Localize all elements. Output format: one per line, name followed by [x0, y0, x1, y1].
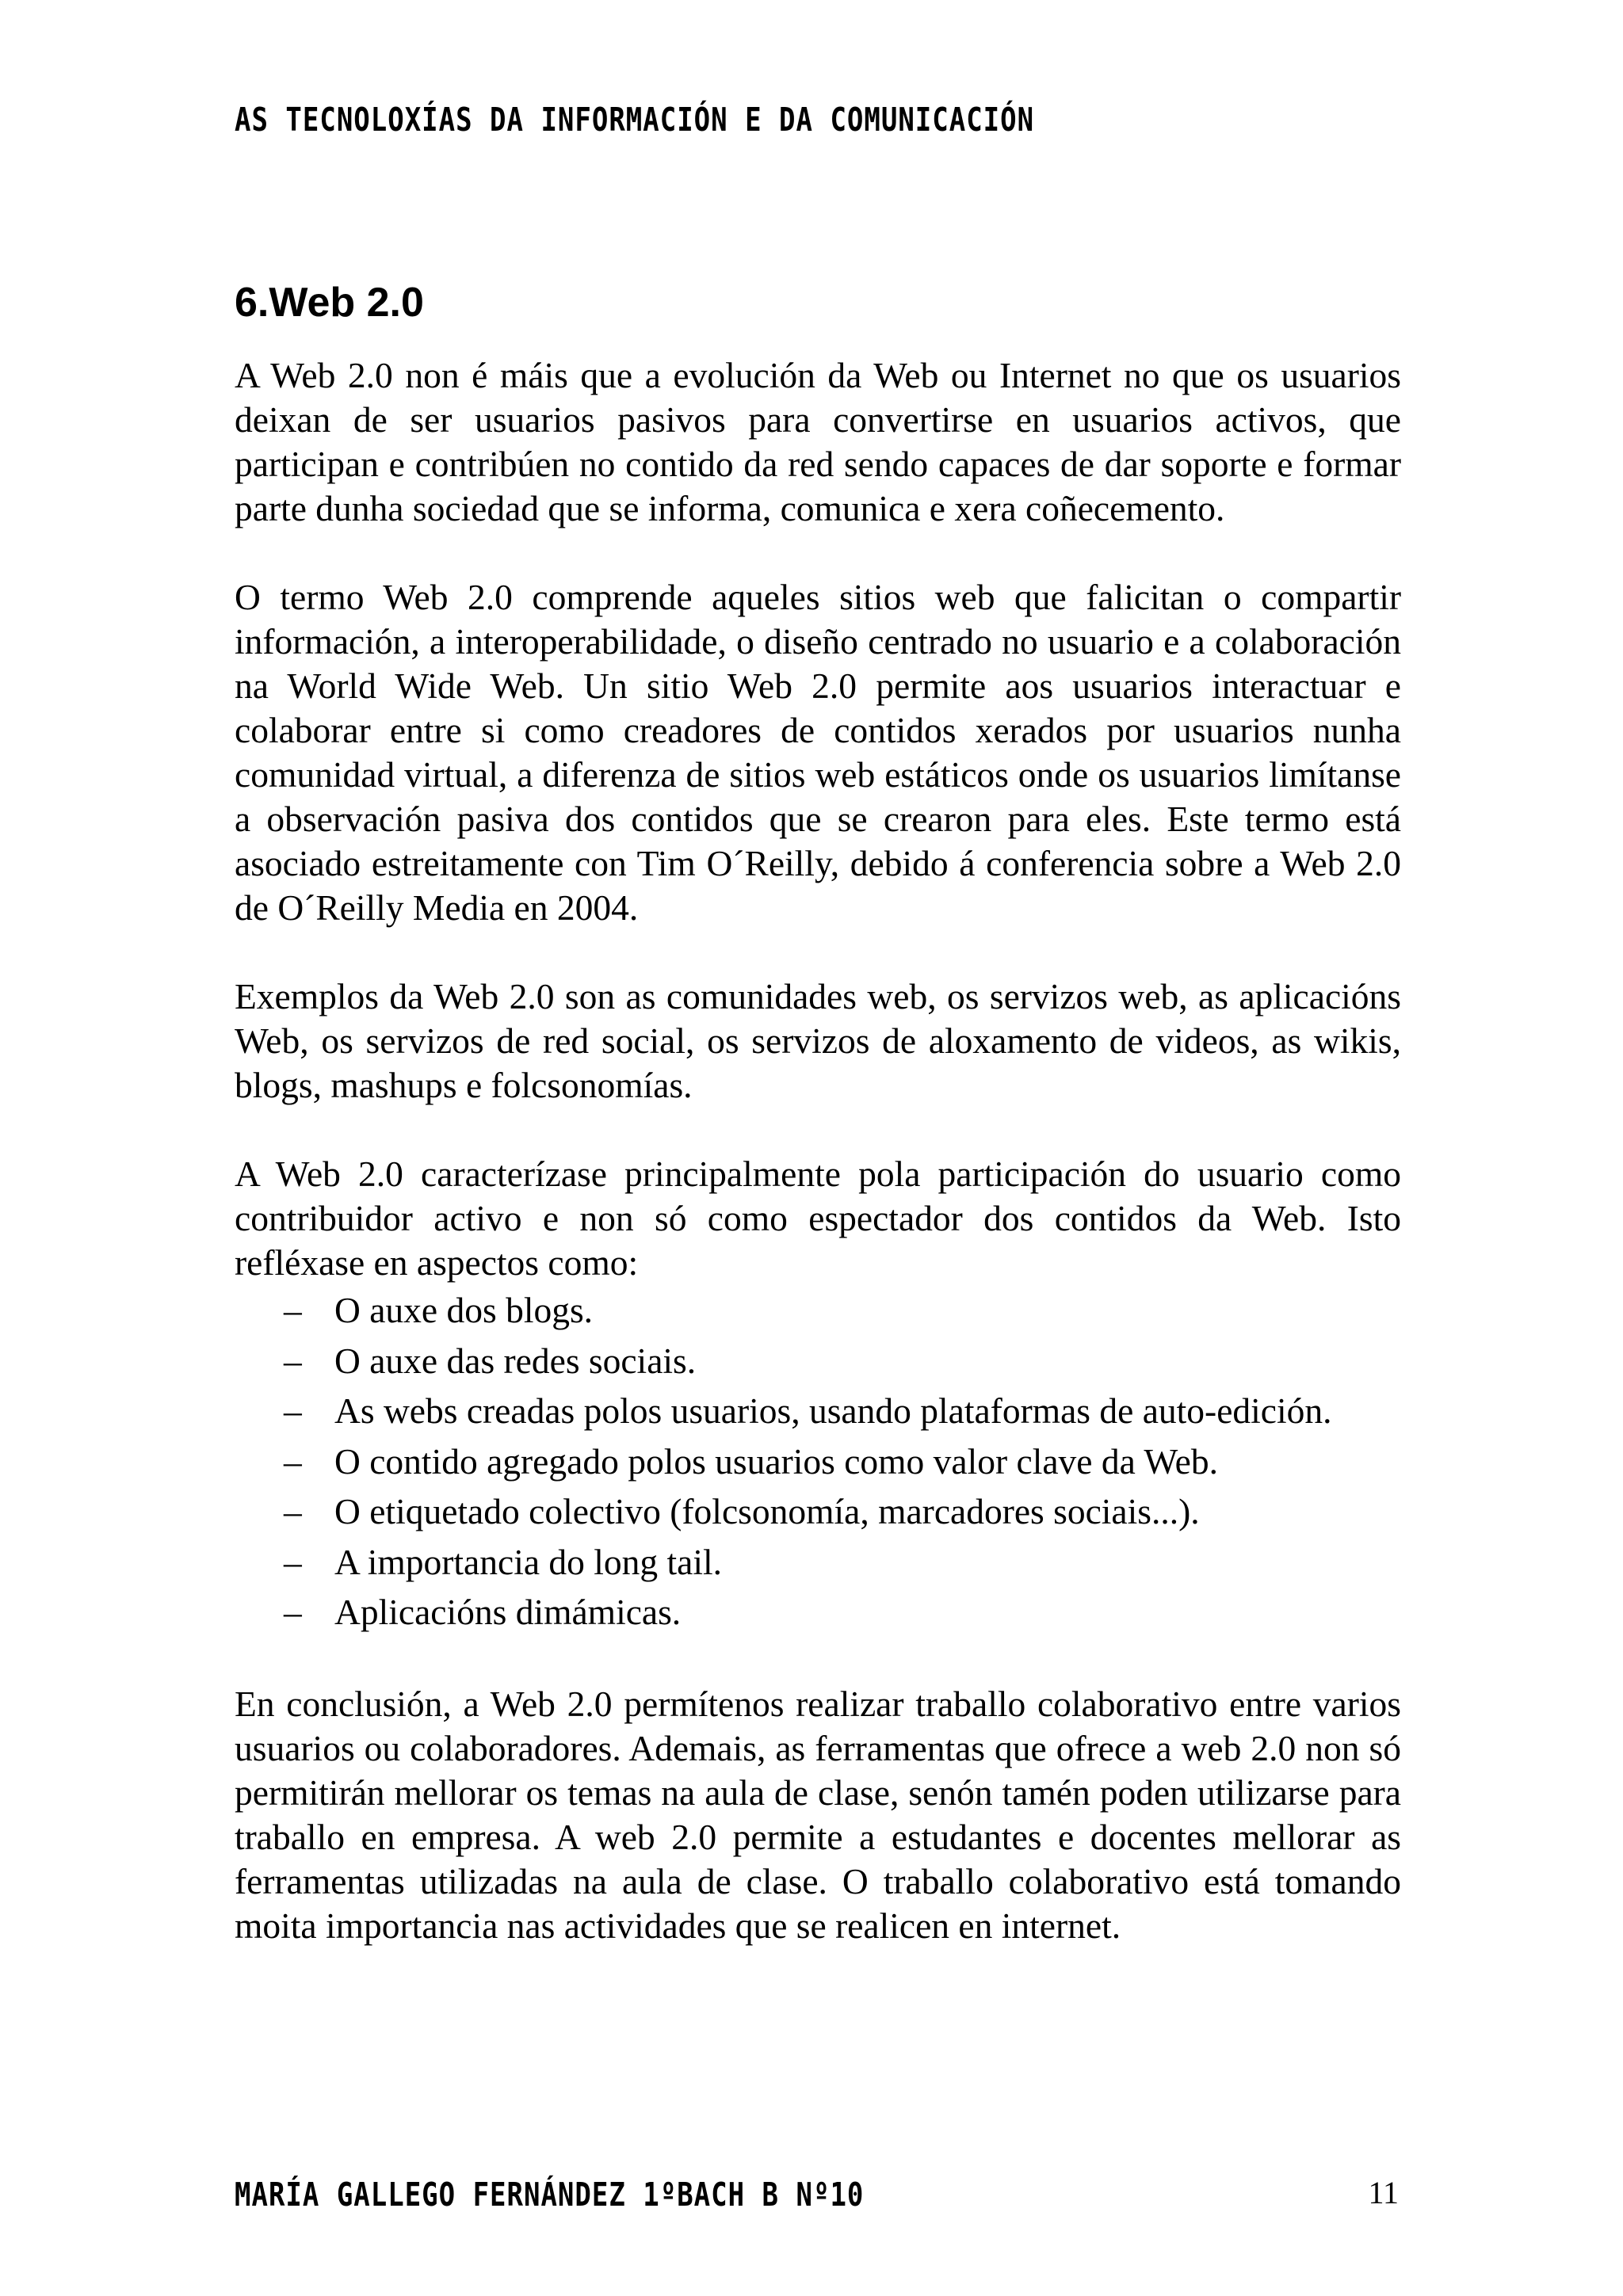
footer-author: MARÍA GALLEGO FERNÁNDEZ 1ºBACH B Nº10 — [235, 2176, 865, 2214]
list-item — [235, 1436, 1401, 1487]
list-item-text: O contido agregado polos usuarios como valor clave da Web. — [334, 1440, 1218, 1482]
list-item — [235, 1537, 1401, 1588]
paragraph-characteristics: A Web 2.0 caracterízase principalmente pola participación do usuario como contribuidor activo e non só como espectador dos contidos da Web. Isto refléxase en aspectos como: — [235, 1154, 1401, 1283]
dash-bullet-icon: – — [284, 1440, 302, 1482]
list-item-text: O etiquetado colectivo (folcsonomía, marcadores sociais...). — [334, 1491, 1200, 1531]
list-item — [235, 1285, 1401, 1336]
list-item — [235, 1386, 1401, 1436]
body-text — [235, 353, 1401, 1993]
paragraph-examples: Exemplos da Web 2.0 son as comunidades web, os servizos web, as aplicacións Web, os servizos de red social, os servizos de aloxamento de videos, as wikis, blogs, mashups e folcsonomías. — [235, 976, 1401, 1105]
list-item — [235, 1587, 1401, 1638]
dash-bullet-icon: – — [284, 1541, 302, 1582]
list-item-text: Aplicacións dimámicas. — [334, 1592, 682, 1632]
aspects-list — [235, 1285, 1401, 1638]
paragraph-conclusion: En conclusión, a Web 2.0 permítenos realizar traballo colaborativo entre varios usuarios ou colaboradores. Ademais, as ferramentas que ofrece a web 2.0 non só permitirán mellorar os temas na aula de clase, senón tamén poden utilizarse para traballo en empresa. A web 2.0 permite a estudantes e docentes mellorar as ferramentas utilizadas na aula de clase. O traballo colaborativo está tomando moita importancia nas actividades que se realicen en internet. — [235, 1683, 1401, 1946]
running-header: AS TECNOLOXÍAS DA INFORMACIÓN E DA COMUNICACIÓN — [235, 101, 1035, 139]
list-item-text: O auxe dos blogs. — [334, 1290, 594, 1330]
dash-bullet-icon: – — [284, 1340, 302, 1381]
paragraph-definition: O termo Web 2.0 comprende aqueles sitios web que falicitan o compartir información, a interoperabilidade, o diseño centrado no usuario e a colaboración na World Wide Web. Un sitio Web 2.0 permite aos usuarios interactuar e colaborar entre si como creadores de contidos xerados por usuarios nunha comunidad virtual, a diferenza de sitios web estáticos onde os usuarios limítanse a observación pasiva dos contidos que se crearon para eles. Este termo está asociado estreitamente con Tim O´Reilly, debido á conferencia sobre a Web 2.0 de O´Reilly Media en 2004. — [235, 577, 1401, 928]
dash-bullet-icon: – — [284, 1290, 302, 1330]
dash-bullet-icon: – — [284, 1390, 302, 1431]
list-item — [235, 1336, 1401, 1386]
section-title: 6.Web 2.0 — [235, 280, 424, 326]
list-item-text: O auxe das redes sociais. — [334, 1340, 697, 1381]
dash-bullet-icon: – — [284, 1592, 302, 1632]
page-number: 11 — [1368, 2175, 1399, 2210]
dash-bullet-icon: – — [284, 1491, 302, 1531]
paragraph-intro: A Web 2.0 non é máis que a evolución da Web ou Internet no que os usuarios deixan de ser usuarios pasivos para convertirse en usuarios activos, que participan e contribúen no contido da red sendo capaces de dar soporte e formar parte dunha sociedad que se informa, comunica e xera coñecemento. — [235, 355, 1401, 528]
list-item — [235, 1486, 1401, 1537]
list-item-text: A importancia do long tail. — [334, 1541, 723, 1582]
list-item-text: As webs creadas polos usuarios, usando plataformas de auto-edición. — [334, 1390, 1332, 1431]
